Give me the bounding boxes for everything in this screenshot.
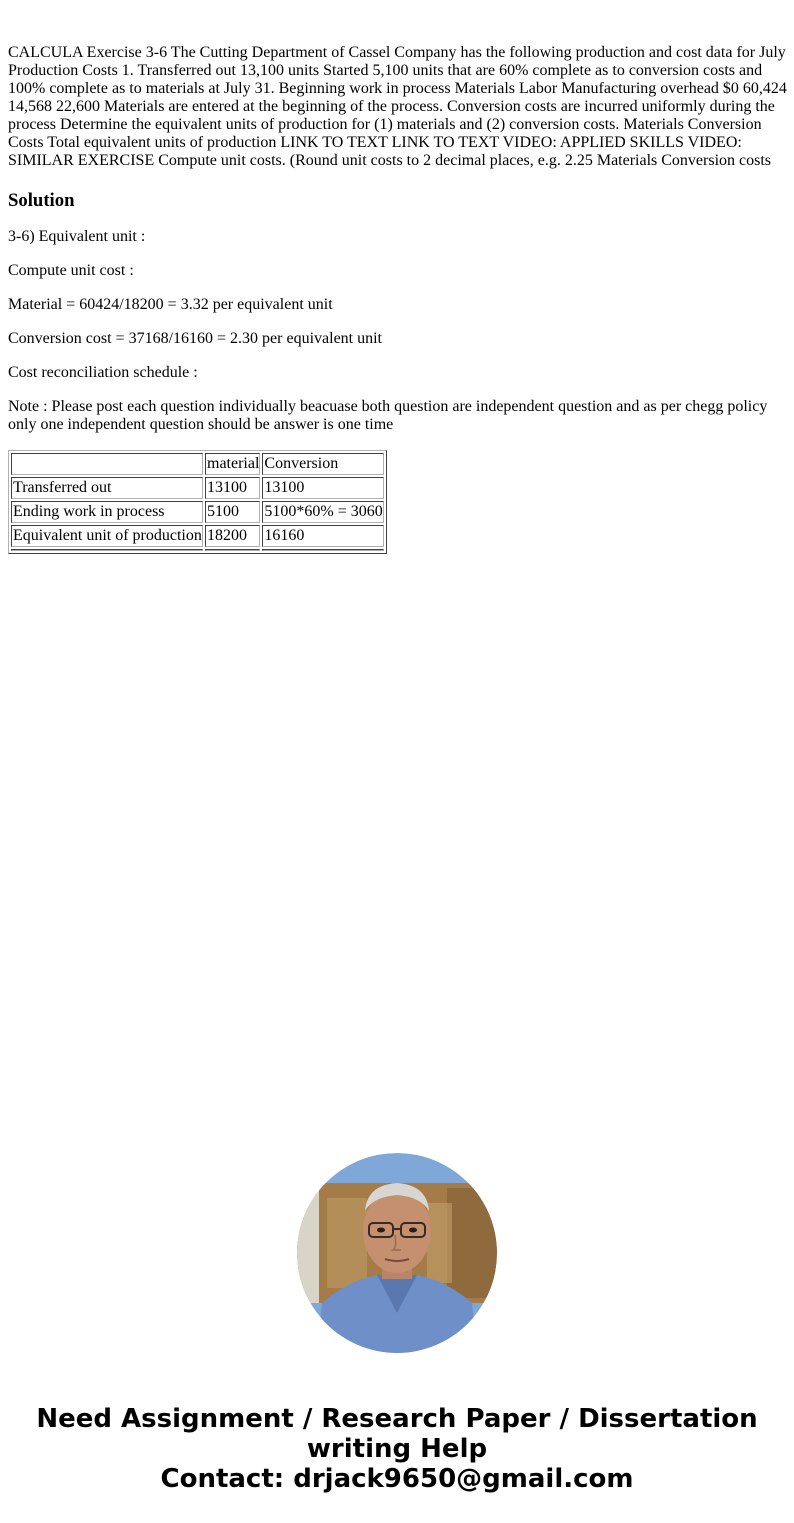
table-empty-cell	[205, 549, 260, 551]
document-body	[8, 44, 788, 554]
solution-heading: Solution	[8, 190, 75, 211]
author-avatar	[297, 1153, 497, 1353]
table-cell: 5100*60% = 3060	[262, 501, 384, 523]
equivalent-units-table	[8, 450, 387, 554]
table-cell: Transferred out	[11, 477, 203, 499]
table-row	[11, 477, 384, 499]
solution-paragraph-material-cost: Material = 60424/18200 = 3.32 per equivalent unit	[8, 296, 333, 313]
table-empty-row	[11, 549, 384, 551]
table-header-cell	[11, 453, 203, 475]
table-cell: Ending work in process	[11, 501, 203, 523]
table-row	[11, 525, 384, 547]
solution-paragraph-conversion-cost: Conversion cost = 37168/16160 = 2.30 per equivalent unit	[8, 330, 382, 347]
author-portrait-image	[297, 1153, 497, 1353]
table-cell: 16160	[262, 525, 384, 547]
solution-paragraph-equivalent-unit: 3-6) Equivalent unit :	[8, 228, 146, 245]
solution-paragraph-note: Note : Please post each question individually beacuase both question are independent question and as per chegg policy only one independent question should be answer is one time	[8, 398, 768, 433]
promo-line-assignment-help: Need Assignment / Research Paper / Dissertation	[36, 1404, 758, 1434]
table-cell: 13100	[205, 477, 260, 499]
table-cell: 18200	[205, 525, 260, 547]
table-cell: Equivalent unit of production	[11, 525, 203, 547]
table-header-cell: material	[205, 453, 260, 475]
table-empty-cell	[262, 549, 384, 551]
table-header-row	[11, 453, 384, 475]
table-cell: 5100	[205, 501, 260, 523]
solution-paragraph-cost-reconciliation: Cost reconciliation schedule :	[8, 364, 198, 381]
solution-paragraph-compute-unit-cost: Compute unit cost :	[8, 262, 134, 279]
promo-banner	[0, 1404, 794, 1494]
table-cell: 13100	[262, 477, 384, 499]
table-empty-cell	[11, 549, 203, 551]
promo-line-contact-email: Contact: drjack9650@gmail.com	[160, 1464, 634, 1494]
promo-line-writing-help: writing Help	[306, 1434, 488, 1464]
table-header-cell: Conversion	[262, 453, 384, 475]
table-row	[11, 501, 384, 523]
question-text: CALCULA Exercise 3-6 The Cutting Department of Cassel Company has the following production and cost data for July Production Costs 1. Transferred out 13,100 units Started 5,100 units that are 60% complete as to conversion costs and 100% complete as to materials at July 31. Beginning work in process Materials Labor Manufacturing overhead $0 60,424 14,568 22,600 Materials are entered at the beginning of the process. Conversion costs are incurred uniformly during the process Determine the equivalent units of production for (1) materials and (2) conversion costs. Materials Conversion Costs Total equivalent units of production LINK TO TEXT LINK TO TEXT VIDEO: APPLIED SKILLS VIDEO: SIMILAR EXERCISE Compute unit costs. (Round unit costs to 2 decimal places, e.g. 2.25 Materials Conversion costs	[8, 44, 787, 169]
